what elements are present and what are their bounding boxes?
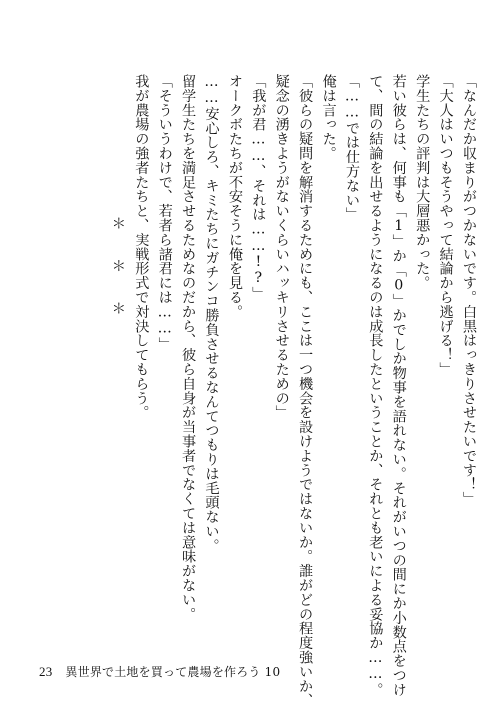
text-line: オークボたちが不安そうに俺を見る。 [226,74,243,319]
text-line: 疑念の湧きようがないくらいハッキリさせるための」 [273,74,290,420]
page-footer [39,663,280,680]
text-line: 「大人はいつもそうやって結論から逃げる！」 [437,74,454,377]
text-line: 若い彼らは、何事も「1」か「0」かでしか物事を語れない。それがいつの間にか小数点をつけ [390,74,407,697]
text-line: 俺は言った。 [320,74,337,161]
text-line: 留学生たちを満足させるためなのだから、彼ら自身が当事者でなくては意味がない。 [180,74,197,622]
text-line: 「彼らの疑問を解消するためにも、ここは一つ機会を設けようではないか。誰がどの程度強いか、 [297,74,314,708]
page-number: 23 [39,664,53,679]
book-title: 異世界で土地を買って農場を作ろう 10 [65,665,281,679]
text-line: 我が農場の強者たちと、実戦形式で対決してもらう。 [133,74,150,420]
text-line: 学生たちの評判は大層悪かった。 [414,74,431,290]
text-line: 「……では仕方ない」 [343,74,360,222]
section-break-asterisks: ＊ ＊ ＊ [109,216,126,316]
text-line: 「そういうわけで、若者ら諸君には……」 [156,74,173,352]
text-line: 「なんだか収まりがつかないです。白黒はっきりさせたいです！」 [461,74,477,506]
text-line: て、間の結論を出せるようになるのは成長したということか、それとも老いによる妥協か……。 [367,74,384,697]
text-line: ……安心しろ、キミたちにガチンコ勝負させるなんてつもりは毛頭ない。 [203,74,220,553]
text-line: 「我が君……、それは……!?」 [250,74,267,301]
